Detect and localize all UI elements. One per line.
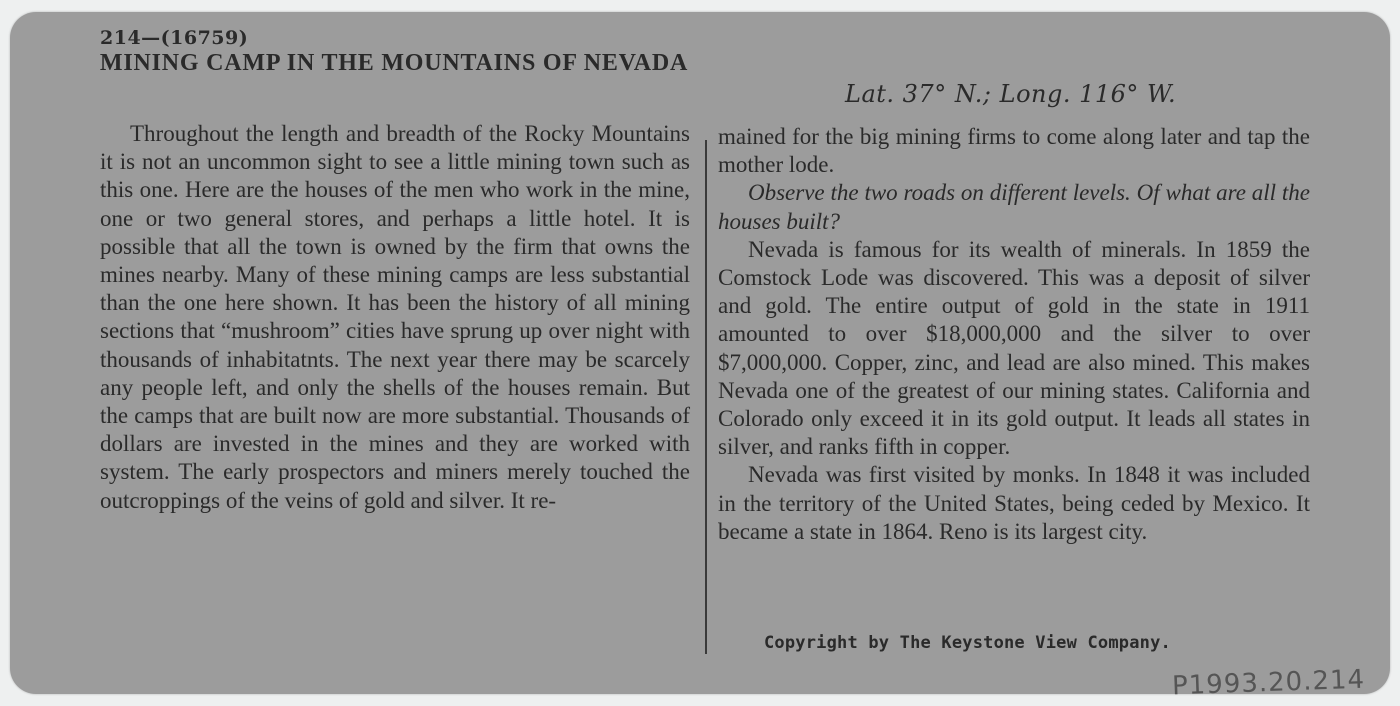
study-question: Observe the two roads on different levels. Of what are all the houses built? (718, 180, 1310, 234)
card-number: 214—(16759) (100, 27, 249, 49)
body-paragraph: Nevada was first visited by monks. In 1848 it was included in the territory of the United States, being ceded by Mexico. It became a state in 1864. Reno is its largest city. (718, 462, 1310, 544)
body-paragraph: Nevada is famous for its wealth of minerals. In 1859 the Comstock Lode was discovered. This was a deposit of silver and gold. The entire output of gold in the state in 1911 amounted to over $18,000,000 and the silver to over $7,000,000. Copper, zinc, and lead are also mined. This makes Nevada one of the greatest of our mining states. California and Colorado only exceed it in its gold output. It leads all states in silver, and ranks fifth in copper. (718, 236, 1310, 460)
text-column-left (100, 120, 690, 515)
copyright-line: Copyright by The Keystone View Company. (764, 633, 1171, 653)
text-column-right (718, 123, 1310, 546)
card-title: MINING CAMP IN THE MOUNTAINS OF NEVADA (99, 50, 689, 76)
column-divider (705, 140, 707, 654)
accession-number: P1993.20.214 (1171, 664, 1366, 702)
body-paragraph: mained for the big mining firms to come along later and tap the mother lode. (718, 124, 1310, 178)
coordinates: Lat. 37° N.; Long. 116° W. (845, 80, 1177, 108)
body-paragraph: Throughout the length and breadth of the Rocky Mountains it is not an uncommon sight to see a little mining town such as this one. Here are the houses of the men who work in the mine, one or two general stores, and perhaps a little hotel. It is possible that all the town is owned by the firm that owns the mines nearby. Many of these mining camps are less substantial than the one here shown. It has been the history of all mining sections that “mushroom” cities have sprung up over night with thousands of inhabitatnts. The next year there may be scarcely any people left, and only the shells of the houses remain. But the camps that are built now are more substantial. Thousands of dollars are invested in the mines and they are worked with system. The early prospectors and miners merely touched the outcroppings of the veins of gold and silver. It re- (100, 121, 690, 513)
